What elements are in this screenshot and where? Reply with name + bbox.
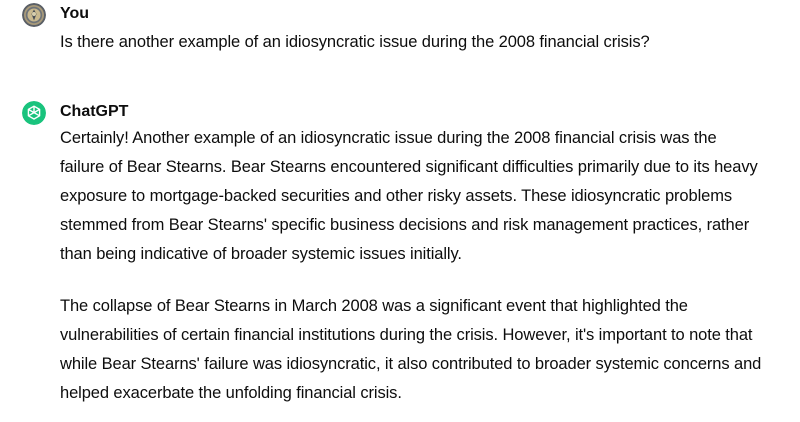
user-avatar-icon xyxy=(22,3,46,27)
assistant-author-name: ChatGPT xyxy=(60,103,129,120)
message-line: Certainly! Another example of an idiosyncratic issue during the 2008 financial crisis was the xyxy=(60,129,717,147)
message-line: stemmed from Bear Stearns' specific business decisions and risk management practices, rather xyxy=(60,216,750,234)
response-paragraph-1 xyxy=(60,124,790,269)
message-line: than being indicative of broader systemic issues initially. xyxy=(60,245,462,263)
message-line: exposure to mortgage-backed securities and other risky assets. These idiosyncratic problems xyxy=(60,187,733,205)
user-message-text xyxy=(60,28,790,57)
openai-logo-icon xyxy=(22,101,46,125)
user-author-name: You xyxy=(60,5,90,22)
message-line: while Bear Stearns' failure was idiosyncratic, it also contributed to broader systemic concerns and xyxy=(60,355,762,373)
message-line: Is there another example of an idiosyncratic issue during the 2008 financial crisis? xyxy=(60,33,650,51)
message-line: vulnerabilities of certain financial institutions during the crisis. However, it's important to note that xyxy=(60,326,753,344)
response-paragraph-2 xyxy=(60,292,790,408)
message-line: The collapse of Bear Stearns in March 2008 was a significant event that highlighted the xyxy=(60,297,688,315)
message-line: failure of Bear Stearns. Bear Stearns encountered significant difficulties primarily due to its heavy xyxy=(60,158,758,176)
message-line: helped exacerbate the unfolding financial crisis. xyxy=(60,384,402,402)
